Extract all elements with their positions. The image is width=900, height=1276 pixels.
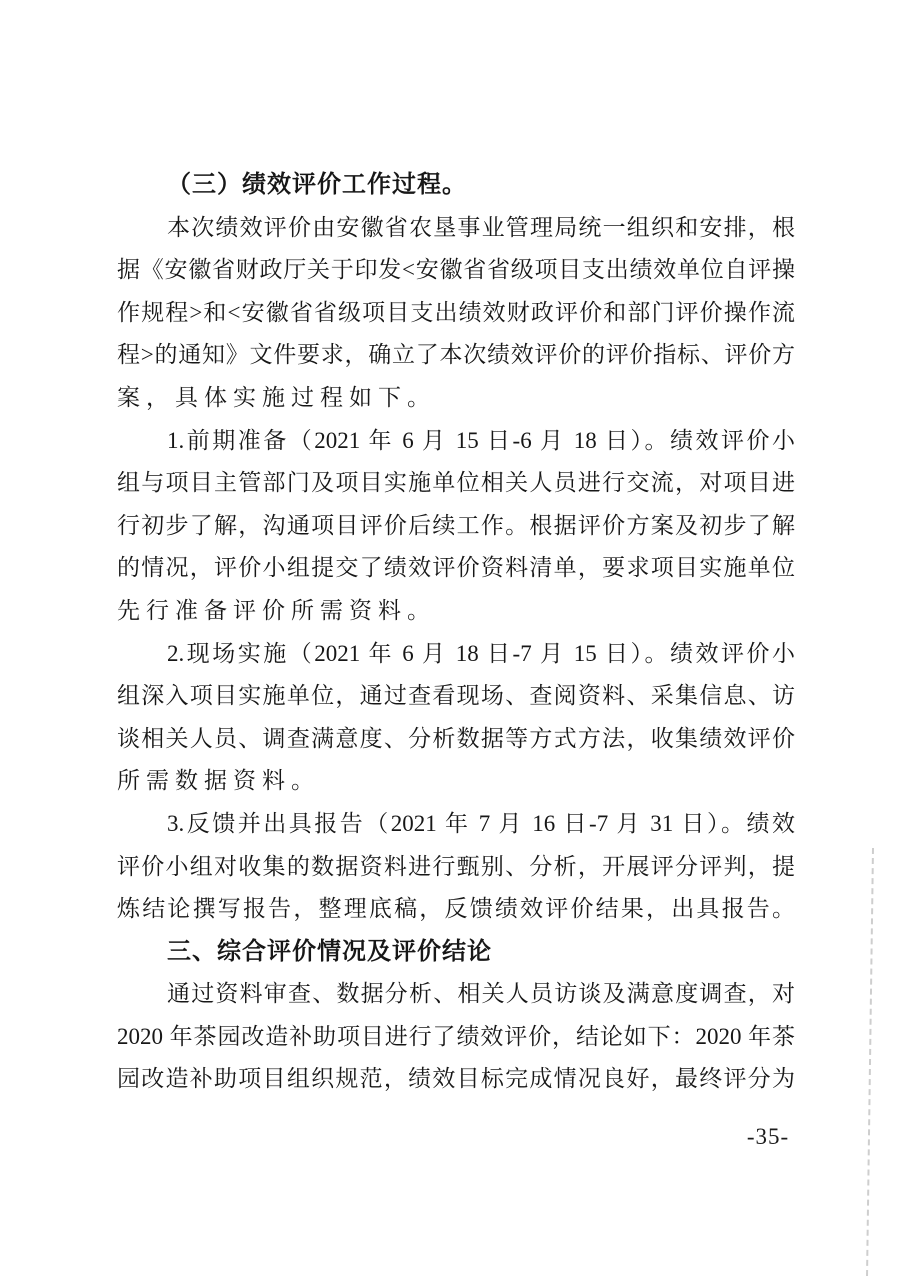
body-line: 评价小组对收集的数据资料进行甄别、分析，开展评分评判，提: [117, 853, 795, 879]
body-line: 所需数据资料。: [117, 768, 320, 794]
body-line: 园改造补助项目组织规范，绩效目标完成情况良好，最终评分为: [117, 1066, 795, 1092]
body-line: 据《安徽省财政厅关于印发<安徽省省级项目支出绩效单位自评操: [117, 257, 795, 283]
body-line: 程>的通知》文件要求，确立了本次绩效评价的评价指标、评价方: [117, 342, 795, 368]
heading-line: 三、综合评价情况及评价结论: [167, 937, 492, 965]
body-line: 作规程>和<安徽省省级项目支出绩效财政评价和部门评价操作流: [117, 299, 795, 325]
body-line: 1.前期准备（2021 年 6 月 15 日-6 月 18 日）。绩效评价小: [167, 427, 795, 453]
text-block: [117, 164, 795, 1101]
body-line: 2020 年茶园改造补助项目进行了绩效评价，结论如下：2020 年茶: [117, 1023, 795, 1049]
page-number: -35-: [746, 1124, 790, 1149]
body-line: 3.反馈并出具报告（2021 年 7 月 16 日-7 月 31 日）。绩效: [167, 810, 795, 836]
body-line: 通过资料审查、数据分析、相关人员访谈及满意度调查，对: [167, 981, 795, 1007]
heading-line: （三）绩效评价工作过程。: [167, 171, 467, 198]
body-line: 谈相关人员、调查满意度、分析数据等方式方法，收集绩效评价: [117, 725, 795, 751]
body-line: 本次绩效评价由安徽省农垦事业管理局统一组织和安排，根: [167, 214, 795, 240]
body-line: 组与项目主管部门及项目实施单位相关人员进行交流，对项目进: [117, 470, 795, 496]
body-line: 组深入项目实施单位，通过查看现场、查阅资料、采集信息、访: [117, 683, 795, 709]
scan-edge-artifact-line: [866, 848, 874, 1276]
body-line: 先行准备评价所需资料。: [117, 597, 436, 623]
body-line: 行初步了解，沟通项目评价后续工作。根据评价方案及初步了解: [117, 512, 795, 538]
body-line: 的情况，评价小组提交了绩效评价资料清单，要求项目实施单位: [117, 555, 795, 581]
body-line: 炼结论撰写报告，整理底稿，反馈绩效评价结果，出具报告。: [117, 896, 795, 922]
body-line: 2.现场实施（2021 年 6 月 18 日-7 月 15 日）。绩效评价小: [167, 640, 795, 666]
body-line: 案，具体实施过程如下。: [117, 384, 436, 410]
